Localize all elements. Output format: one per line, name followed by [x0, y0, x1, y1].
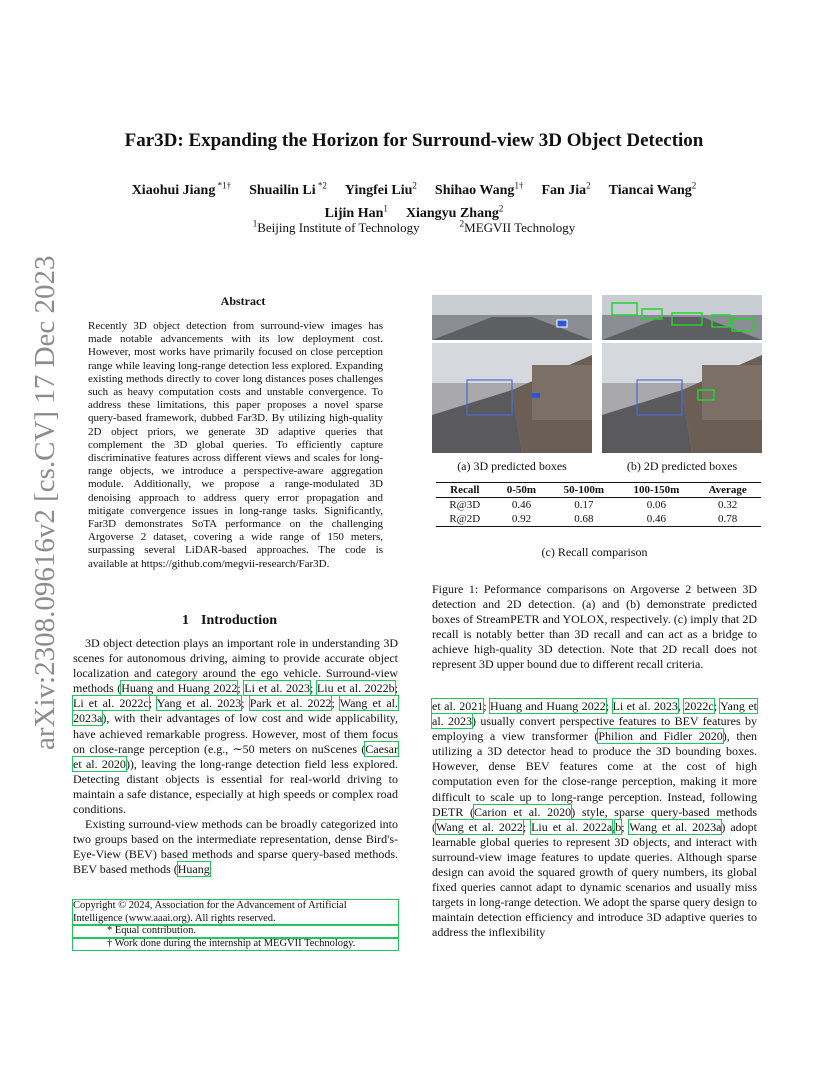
body-text: ;	[621, 819, 630, 834]
internship-footnote[interactable]: † Work done during the internship at MEGVII Technology.	[73, 938, 398, 951]
author-affiliation-mark: 2	[586, 180, 591, 190]
citation-link[interactable]: Liu et al. 2022b	[316, 681, 395, 696]
author-name: Xiangyu Zhang$^2$	[405, 203, 504, 222]
affiliation-name: Beijing Institute of Technology	[257, 220, 420, 236]
body-text: ), then utilizing a 3D detector head to produce the 3D bounding boxes. However, dense BEV features come at the cost of high computation even for the close-range perception, making it more difficult to scale up to long-range perception. Instead, following DETR (	[432, 729, 757, 819]
body-text: ;	[331, 696, 340, 711]
section-number: 1	[182, 613, 189, 628]
table-cell: 0.78	[718, 513, 738, 525]
citation-link[interactable]: et al. 2021	[432, 699, 484, 713]
table-cell: 0.92	[511, 513, 532, 525]
author-affiliation-mark: 1	[383, 203, 388, 214]
table-row	[436, 498, 761, 513]
body-text: ;	[483, 699, 491, 713]
body-text: ;	[394, 681, 399, 696]
citation-link[interactable]: Li et al. 2023	[244, 681, 310, 696]
paper-title: Far3D: Expanding the Horizon for Surround-view 3D Object Detection	[124, 130, 704, 151]
citation-link[interactable]: Li et al. 2023	[612, 699, 678, 713]
citation-link[interactable]: Park et al. 2022	[249, 696, 332, 711]
citation-link[interactable]: b	[615, 819, 622, 834]
intro-paragraph-2	[73, 817, 398, 877]
body-text: ;	[241, 696, 250, 711]
body-text: ;	[310, 681, 317, 696]
recall-table	[436, 482, 761, 527]
section-heading	[73, 613, 398, 629]
intro-paragraph-1	[73, 636, 398, 817]
body-text: ;	[522, 819, 532, 834]
table-header-cell: Recall	[450, 484, 480, 496]
body-text: ) adopt learnable global queries to represent 3D objects, and interact with surround-view image features to update queries. Although sparse design can avoid the squared growth of query numbers, its global fixed queries cannot adapt to dynamic scenarios and usually miss targets in long-range detection. We adopt the sparse query design to maintain detection efficiency and introduce 3D adaptive queries to address the inflexibility	[432, 819, 758, 940]
citation-link[interactable]: Carion et al. 2020	[474, 804, 572, 819]
body-text: ), with their advantages of low cost and wide applicability, have achieved remarkable progress. However, most of them focus on close-range perception (e.g., ∼50 meters on nuScenes (	[73, 711, 398, 756]
equal-contribution-footnote[interactable]: * Equal contribution.	[73, 925, 398, 938]
author-affiliation-mark: *2	[315, 180, 327, 190]
intro-right-paragraph	[432, 699, 757, 941]
recall-table-body	[436, 498, 761, 527]
table-cell: 0.68	[574, 513, 594, 525]
table-header-cell: 0-50m	[506, 484, 537, 496]
table-header-cell: 50-100m	[563, 484, 604, 496]
author-affiliation-mark: 1†	[514, 180, 524, 190]
affiliation-mark: 1	[252, 219, 258, 229]
citation-link[interactable]: Wang et al. 2023a	[73, 696, 398, 726]
author-name: Xiaohui Jiang $^{*1\dagger}$	[131, 180, 232, 198]
citation-link[interactable]: Li et al. 2022c	[73, 696, 149, 711]
affiliations	[0, 219, 828, 236]
intro-left-column	[73, 636, 398, 878]
author-affiliation-mark: 2	[691, 180, 697, 190]
body-text: Existing surround-view methods can be broadly categorized into two groups based on the intermediate representation, dense Bird's-Eye-View (BEV) based methods and sparse query-based methods. BEV based methods (	[73, 817, 398, 877]
body-text: ;	[237, 681, 245, 696]
body-text: 3D object detection plays an important role in understanding 3D scenes for autonomous driving, aiming to provide accurate object localization and category around the ego vehicle. Surround-view methods (	[73, 636, 398, 696]
author-name: Yingfei Liu$^2$	[344, 180, 417, 198]
table-header-cell: Average	[708, 484, 747, 496]
subfigure-a-caption: (a) 3D predicted boxes	[457, 459, 567, 473]
table-cell: 0.06	[646, 499, 666, 511]
body-text: ) style, sparse query-based methods (	[432, 804, 758, 834]
citation-link[interactable]: Philion and Fidler 2020	[598, 729, 723, 744]
author-affiliation-mark: 2	[412, 180, 417, 190]
affiliation-name: MEGVII Technology	[464, 220, 576, 236]
body-text: ,	[677, 699, 685, 713]
table-row	[436, 512, 761, 527]
arxiv-id: arXiv:2308.09616v2 [cs.CV] 17 Dec 2023	[29, 255, 61, 750]
affiliation	[253, 220, 420, 235]
arxiv-sidebar	[25, 255, 65, 750]
author-list	[0, 176, 828, 223]
body-text: ;	[605, 699, 613, 713]
body-text: ,	[612, 819, 616, 834]
author-name: Shuailin Li $^{*2}$	[249, 180, 327, 198]
citation-link[interactable]: Yang et al. 2023	[432, 699, 757, 729]
citation-link[interactable]: 2022c	[684, 699, 714, 713]
abstract-text: Recently 3D object detection from surround-view images has made notable advancements with its low deployment cost. However, most works have primarily focused on close perception range while leaving long-range detection less explored. Expanding existing methods directly to cover long distances poses challenges such as heavy computation costs and unstable convergence. To address these limitations, this paper proposes a novel sparse query-based framework, dubbed Far3D. By utilizing high-quality 2D object priors, we generate 3D adaptive queries that complement the 3D global queries. To efficiently capture discriminative features across different views and scales for long-range objects, we introduce a perspective-aware aggregation module. Additionally, we propose a range-modulated 3D denoising approach to address query error propagation and mitigate convergence issues in long-range tasks. Significantly, Far3D demonstrates SoTA performance on the challenging Argoverse 2 dataset, covering a wide range of 150 meters, surpassing several LiDAR-based approaches. The code is available at https://github.com/megvii-research/Far3D.	[88, 320, 383, 570]
subfigure-b-caption: (b) 2D predicted boxes	[626, 459, 738, 473]
figure-image-2d	[602, 295, 762, 453]
citation-link[interactable]: Liu et al. 2022a	[531, 819, 613, 834]
citation-link[interactable]: Huang	[177, 862, 210, 877]
street-scene-2d-image	[602, 295, 762, 453]
table-cell: 0.46	[646, 513, 666, 525]
author-affiliation-mark: *1†	[215, 180, 232, 190]
table-cell: R@3D	[449, 499, 481, 511]
table-cell: 0.17	[574, 499, 594, 511]
affiliation-mark: 2	[459, 219, 465, 229]
table-cell: 0.32	[718, 499, 738, 511]
citation-link[interactable]: Caesar et al. 2020	[73, 741, 398, 771]
abstract-heading: Abstract	[220, 294, 266, 308]
table-cell: 0.46	[511, 499, 532, 511]
recall-table-header	[436, 483, 761, 498]
copyright-footnote[interactable]: Copyright © 2024, Association for the Advancement of Artificial Intelligence (www.aaai.org). All rights reserved.	[73, 900, 398, 925]
body-text: ) usually convert perspective features to BEV features by employing a view transformer (	[432, 714, 757, 744]
citation-link[interactable]: Huang and Huang 2022	[121, 681, 238, 696]
citation-link[interactable]: Wang et al. 2023a	[629, 819, 722, 834]
body-text: )), leaving the long-range detection field less explored. Detecting distant objects is essential for real-world driving to maintain a safe distance, especially at high speeds or complex road conditions.	[73, 756, 398, 817]
author-name: Tiancai Wang$^2$	[608, 180, 697, 198]
author-name: Shihao Wang$^{1\dagger}$	[434, 180, 524, 198]
author-affiliation-mark: 2	[498, 203, 504, 214]
body-text: ;	[713, 699, 721, 713]
section-title: Introduction	[201, 613, 277, 628]
figure-image-3d	[432, 295, 592, 453]
citation-link[interactable]: Yang et al. 2023	[156, 696, 242, 711]
recall-table-wrapper	[436, 482, 761, 527]
street-scene-3d-image	[432, 295, 592, 453]
table-cell: R@2D	[449, 513, 481, 525]
body-text: ;	[148, 696, 157, 711]
affiliation	[460, 220, 576, 235]
citation-link[interactable]: Huang and Huang 2022	[490, 699, 606, 713]
footnotes	[73, 900, 398, 950]
table-header-cell: 100-150m	[633, 484, 680, 496]
intro-right-column	[432, 699, 757, 941]
figure-caption: Figure 1: Peformance comparisons on Argoverse 2 between 3D detection and 2D detection. (a) and (b) demonstrate predicted boxes of StreamPETR and YOLOX, respectively. (c) imply that 2D recall is notably better than 3D recall and can act as a bridge to achieve high-quality 3D detection. Note that 2D recall does not represent 3D upper bound due to different recall criteria.	[432, 582, 757, 672]
author-name: Fan Jia$^2$	[541, 180, 591, 198]
citation-link[interactable]: Wang et al. 2022	[436, 819, 523, 834]
subfigure-c-caption: (c) Recall comparison	[541, 545, 648, 559]
author-name: Lijin Han$^1$	[324, 203, 388, 222]
